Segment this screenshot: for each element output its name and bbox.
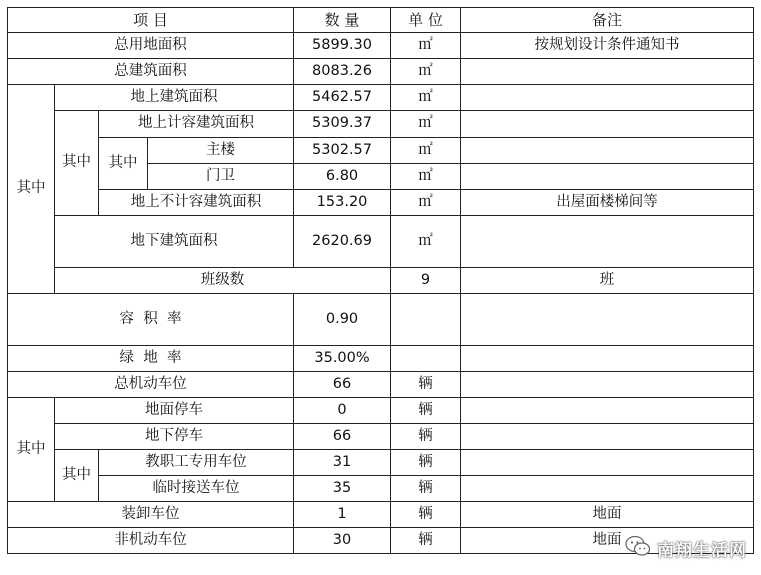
row-note: 按规划设计条件通知书 [461, 33, 754, 59]
row-label: 非机动车位 [8, 528, 294, 554]
table-row [8, 476, 754, 502]
row-note [461, 424, 754, 450]
row-qty: 8083.26 [294, 59, 391, 85]
row-unit: 辆 [391, 450, 461, 476]
row-unit: 班 [461, 268, 754, 294]
row-qty: 66 [294, 372, 391, 398]
row-note [461, 372, 754, 398]
row-note [461, 398, 754, 424]
wechat-icon [625, 535, 651, 561]
row-label: 临时接送车位 [99, 476, 294, 502]
table-row [8, 398, 754, 424]
row-label: 地下停车 [55, 424, 294, 450]
row-note [461, 216, 754, 268]
header-unit: 单 位 [391, 8, 461, 33]
row-unit: ㎡ [391, 111, 461, 138]
row-label: 地面停车 [55, 398, 294, 424]
header-qty: 数 量 [294, 8, 391, 33]
row-qty: 35.00% [294, 346, 391, 372]
watermark-text: 南翔生活网 [657, 540, 747, 561]
row-unit: 辆 [391, 528, 461, 554]
row-unit: 辆 [391, 476, 461, 502]
row-qty: 66 [294, 424, 391, 450]
row-note [461, 59, 754, 85]
table-row [8, 268, 754, 294]
row-label: 门卫 [148, 164, 294, 190]
row-qty: 1 [294, 502, 391, 528]
row-note: 地面 [461, 502, 754, 528]
row-qty: 5302.57 [294, 138, 391, 164]
table-row [8, 190, 754, 216]
row-unit: 辆 [391, 372, 461, 398]
row-note [461, 450, 754, 476]
row-qty: 2620.69 [294, 216, 391, 268]
header-note: 备注 [461, 8, 754, 33]
row-label: 容 积 率 [8, 294, 294, 346]
row-label: 装卸车位 [8, 502, 294, 528]
table-row [8, 111, 754, 138]
table-row [8, 372, 754, 398]
row-note [461, 111, 754, 138]
row-qty: 0.90 [294, 294, 391, 346]
row-label: 地上计容建筑面积 [99, 111, 294, 138]
watermark [625, 535, 747, 561]
group-label: 其中 [55, 450, 99, 502]
table-row [8, 33, 754, 59]
table-row [8, 502, 754, 528]
row-qty: 0 [294, 398, 391, 424]
table-row [8, 216, 754, 268]
row-qty: 9 [391, 268, 461, 294]
row-qty: 30 [294, 528, 391, 554]
row-unit: 辆 [391, 424, 461, 450]
row-unit: ㎡ [391, 59, 461, 85]
row-note [461, 138, 754, 164]
row-qty: 6.80 [294, 164, 391, 190]
row-unit: ㎡ [391, 85, 461, 111]
table-row [8, 346, 754, 372]
table-header-row [8, 8, 754, 33]
table-row [8, 59, 754, 85]
row-label: 总机动车位 [8, 372, 294, 398]
row-qty: 31 [294, 450, 391, 476]
row-label: 班级数 [55, 268, 391, 294]
row-qty: 153.20 [294, 190, 391, 216]
group-label: 其中 [8, 398, 55, 502]
row-label: 绿 地 率 [8, 346, 294, 372]
row-label: 地上建筑面积 [55, 85, 294, 111]
row-label: 地上不计容建筑面积 [99, 190, 294, 216]
group-label: 其中 [8, 85, 55, 294]
group-label: 其中 [99, 138, 148, 190]
row-unit: ㎡ [391, 33, 461, 59]
table-row [8, 450, 754, 476]
row-label: 地下建筑面积 [55, 216, 294, 268]
table-row [8, 138, 754, 164]
row-label: 教职工专用车位 [99, 450, 294, 476]
row-unit: 辆 [391, 398, 461, 424]
header-item: 项 目 [8, 8, 294, 33]
row-unit: ㎡ [391, 216, 461, 268]
row-label: 总用地面积 [8, 33, 294, 59]
row-qty: 5309.37 [294, 111, 391, 138]
row-note: 出屋面楼梯间等 [461, 190, 754, 216]
row-qty: 5899.30 [294, 33, 391, 59]
row-unit [391, 294, 461, 346]
row-note [461, 346, 754, 372]
table-row [8, 424, 754, 450]
row-label: 主楼 [148, 138, 294, 164]
row-note [461, 85, 754, 111]
row-unit: ㎡ [391, 190, 461, 216]
row-unit: 辆 [391, 502, 461, 528]
row-qty: 5462.57 [294, 85, 391, 111]
row-note [461, 294, 754, 346]
group-label: 其中 [55, 111, 99, 216]
row-note [461, 164, 754, 190]
table-row [8, 85, 754, 111]
row-label: 总建筑面积 [8, 59, 294, 85]
row-note: 地面 [461, 528, 754, 554]
row-note [461, 476, 754, 502]
indicator-table [7, 7, 754, 554]
row-qty: 35 [294, 476, 391, 502]
row-unit [391, 346, 461, 372]
table-row [8, 294, 754, 346]
row-unit: ㎡ [391, 138, 461, 164]
row-unit: ㎡ [391, 164, 461, 190]
